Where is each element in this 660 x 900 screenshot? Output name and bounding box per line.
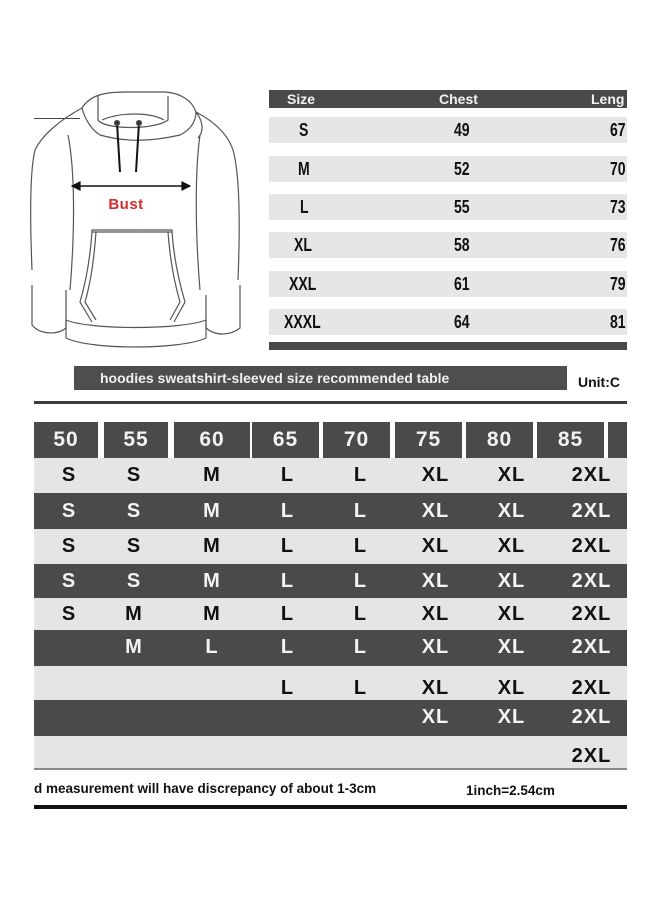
length-cell: 67 xyxy=(610,120,626,140)
size-row-xxl xyxy=(269,271,627,297)
recommend-cell: S xyxy=(61,535,77,557)
length-cell: 73 xyxy=(610,197,626,217)
recommend-cell: 2XL xyxy=(571,677,612,699)
chest-cell: 58 xyxy=(454,235,470,255)
recommend-cell: M xyxy=(125,602,143,625)
recommend-cell: L xyxy=(353,602,368,625)
recommend-cell xyxy=(327,700,394,706)
chest-cell: 61 xyxy=(454,274,470,294)
recommend-cell xyxy=(34,666,104,702)
hoodie-illustration-icon xyxy=(30,90,245,355)
recommend-cell: L xyxy=(280,602,295,625)
recommend-cell xyxy=(174,666,250,702)
recommend-row xyxy=(34,564,627,598)
recommend-cell: XL xyxy=(497,499,526,522)
size-cell: L xyxy=(300,197,309,217)
recommended-title-text: hoodies sweatshirt-sleeved size recommended table xyxy=(100,370,450,386)
header-length: Leng xyxy=(591,91,625,107)
inch-conversion: 1inch=2.54cm xyxy=(466,783,555,798)
weight-header-cell: 55 xyxy=(104,422,168,458)
recommend-cell xyxy=(174,736,250,770)
recommend-cell: S xyxy=(126,499,142,522)
recommend-cell: S xyxy=(61,499,77,522)
bust-label: Bust xyxy=(108,196,144,213)
recommend-cell: L xyxy=(280,499,295,522)
recommend-cell xyxy=(34,700,104,706)
length-cell: 81 xyxy=(610,312,626,332)
measurement-note: d measurement will have discrepancy of about 1-3cm xyxy=(34,781,377,796)
recommend-cell: M xyxy=(203,464,221,486)
recommend-cell: XL xyxy=(497,602,526,625)
recommend-cell: L xyxy=(280,464,295,486)
chest-cell: 49 xyxy=(454,120,470,140)
recommend-cell: 2XL xyxy=(571,569,612,592)
size-cell: XXL xyxy=(289,274,317,294)
recommend-cell: 2XL xyxy=(571,464,612,486)
recommend-cell: XL xyxy=(421,602,450,625)
recommend-cell: M xyxy=(203,569,221,592)
size-cell: M xyxy=(298,159,310,179)
recommend-cell: XL xyxy=(421,677,450,699)
weight-header-cell: 60 xyxy=(174,422,250,458)
recommend-cell xyxy=(174,700,250,706)
size-row-s xyxy=(269,117,627,143)
size-row-xl xyxy=(269,232,627,258)
recommend-row xyxy=(34,458,627,493)
recommend-cell: L xyxy=(353,499,368,522)
recommend-cell: XL xyxy=(497,706,526,728)
recommend-cell: L xyxy=(353,535,368,557)
recommend-cell: XL xyxy=(497,464,526,486)
weight-header-cell: 80 xyxy=(466,422,533,458)
recommend-cell: 2XL xyxy=(571,636,612,658)
recommend-cell: XL xyxy=(421,569,450,592)
size-cell: S xyxy=(299,120,309,140)
header-size: Size xyxy=(287,91,316,107)
recommend-cell: M xyxy=(203,499,221,522)
recommend-cell: XL xyxy=(497,636,526,658)
recommend-cell: L xyxy=(353,569,368,592)
weight-header-cell: 50 xyxy=(34,422,98,458)
recommend-row xyxy=(34,666,627,700)
weight-header-cell: 70 xyxy=(323,422,390,458)
recommend-cell xyxy=(102,700,166,706)
recommend-row xyxy=(34,630,627,666)
recommend-cell: 2XL xyxy=(571,535,612,557)
recommend-cell: S xyxy=(126,464,142,486)
recommend-cell: M xyxy=(203,535,221,557)
chest-cell: 55 xyxy=(454,197,470,217)
recommend-cell xyxy=(34,736,104,770)
size-chart-header xyxy=(269,90,627,108)
size-cell: XXXL xyxy=(284,312,321,332)
recommend-row xyxy=(34,736,627,768)
recommend-cell: S xyxy=(61,569,77,592)
recommend-cell: XL xyxy=(421,535,450,557)
recommend-row xyxy=(34,598,627,630)
recommend-cell: L xyxy=(280,535,295,557)
recommend-cell: 2XL xyxy=(571,499,612,522)
size-row-m xyxy=(269,156,627,182)
recommend-cell: L xyxy=(353,636,368,658)
recommend-cell: S xyxy=(126,569,142,592)
recommend-cell xyxy=(254,700,321,706)
recommend-cell: L xyxy=(353,464,368,486)
header-chest: Chest xyxy=(439,91,478,107)
size-cell: XL xyxy=(294,235,312,255)
length-cell: 70 xyxy=(610,159,626,179)
recommend-cell: 2XL xyxy=(571,602,612,625)
recommend-cell: XL xyxy=(421,636,450,658)
size-row-l xyxy=(269,194,627,220)
recommend-cell xyxy=(102,666,166,702)
recommend-cell: S xyxy=(61,602,77,625)
recommend-cell: 2XL xyxy=(571,745,612,767)
length-cell: 79 xyxy=(610,274,626,294)
recommend-cell: L xyxy=(280,636,295,658)
size-chart-bottom-bar xyxy=(269,342,627,350)
recommend-cell: XL xyxy=(421,499,450,522)
length-cell: 76 xyxy=(610,235,626,255)
recommend-row xyxy=(34,493,627,529)
recommend-cell: XL xyxy=(421,464,450,486)
recommend-cell: M xyxy=(203,602,221,625)
recommend-cell: 2XL xyxy=(571,706,612,728)
recommend-cell xyxy=(102,736,166,770)
recommend-cell: XL xyxy=(497,569,526,592)
recommend-cell xyxy=(478,736,545,770)
recommend-row xyxy=(34,529,627,564)
divider xyxy=(34,401,627,404)
chest-cell: 64 xyxy=(454,312,470,332)
recommend-cell: L xyxy=(280,569,295,592)
recommend-cell: L xyxy=(205,636,219,658)
recommend-cell: L xyxy=(353,677,368,699)
table-bottom-rule xyxy=(34,768,627,770)
recommend-cell: S xyxy=(61,464,77,486)
weight-header-cell: 75 xyxy=(395,422,462,458)
recommend-cell: M xyxy=(125,636,143,658)
recommend-cell xyxy=(254,736,321,770)
recommend-cell: S xyxy=(126,535,142,557)
footer-rule xyxy=(34,805,627,809)
recommend-cell xyxy=(34,630,104,636)
recommend-cell xyxy=(402,736,469,770)
recommend-cell: XL xyxy=(497,677,526,699)
weight-header-cell: 65 xyxy=(252,422,319,458)
recommend-cell: L xyxy=(280,677,295,699)
weight-header-cell: 85 xyxy=(537,422,604,458)
recommend-cell xyxy=(327,736,394,770)
recommend-row xyxy=(34,700,627,736)
size-row-xxxl xyxy=(269,309,627,335)
chest-cell: 52 xyxy=(454,159,470,179)
unit-label: Unit:C xyxy=(578,374,620,390)
recommend-cell: XL xyxy=(421,706,450,728)
recommended-table-title xyxy=(74,366,567,390)
recommend-cell: XL xyxy=(497,535,526,557)
weight-header-cell xyxy=(608,422,627,458)
